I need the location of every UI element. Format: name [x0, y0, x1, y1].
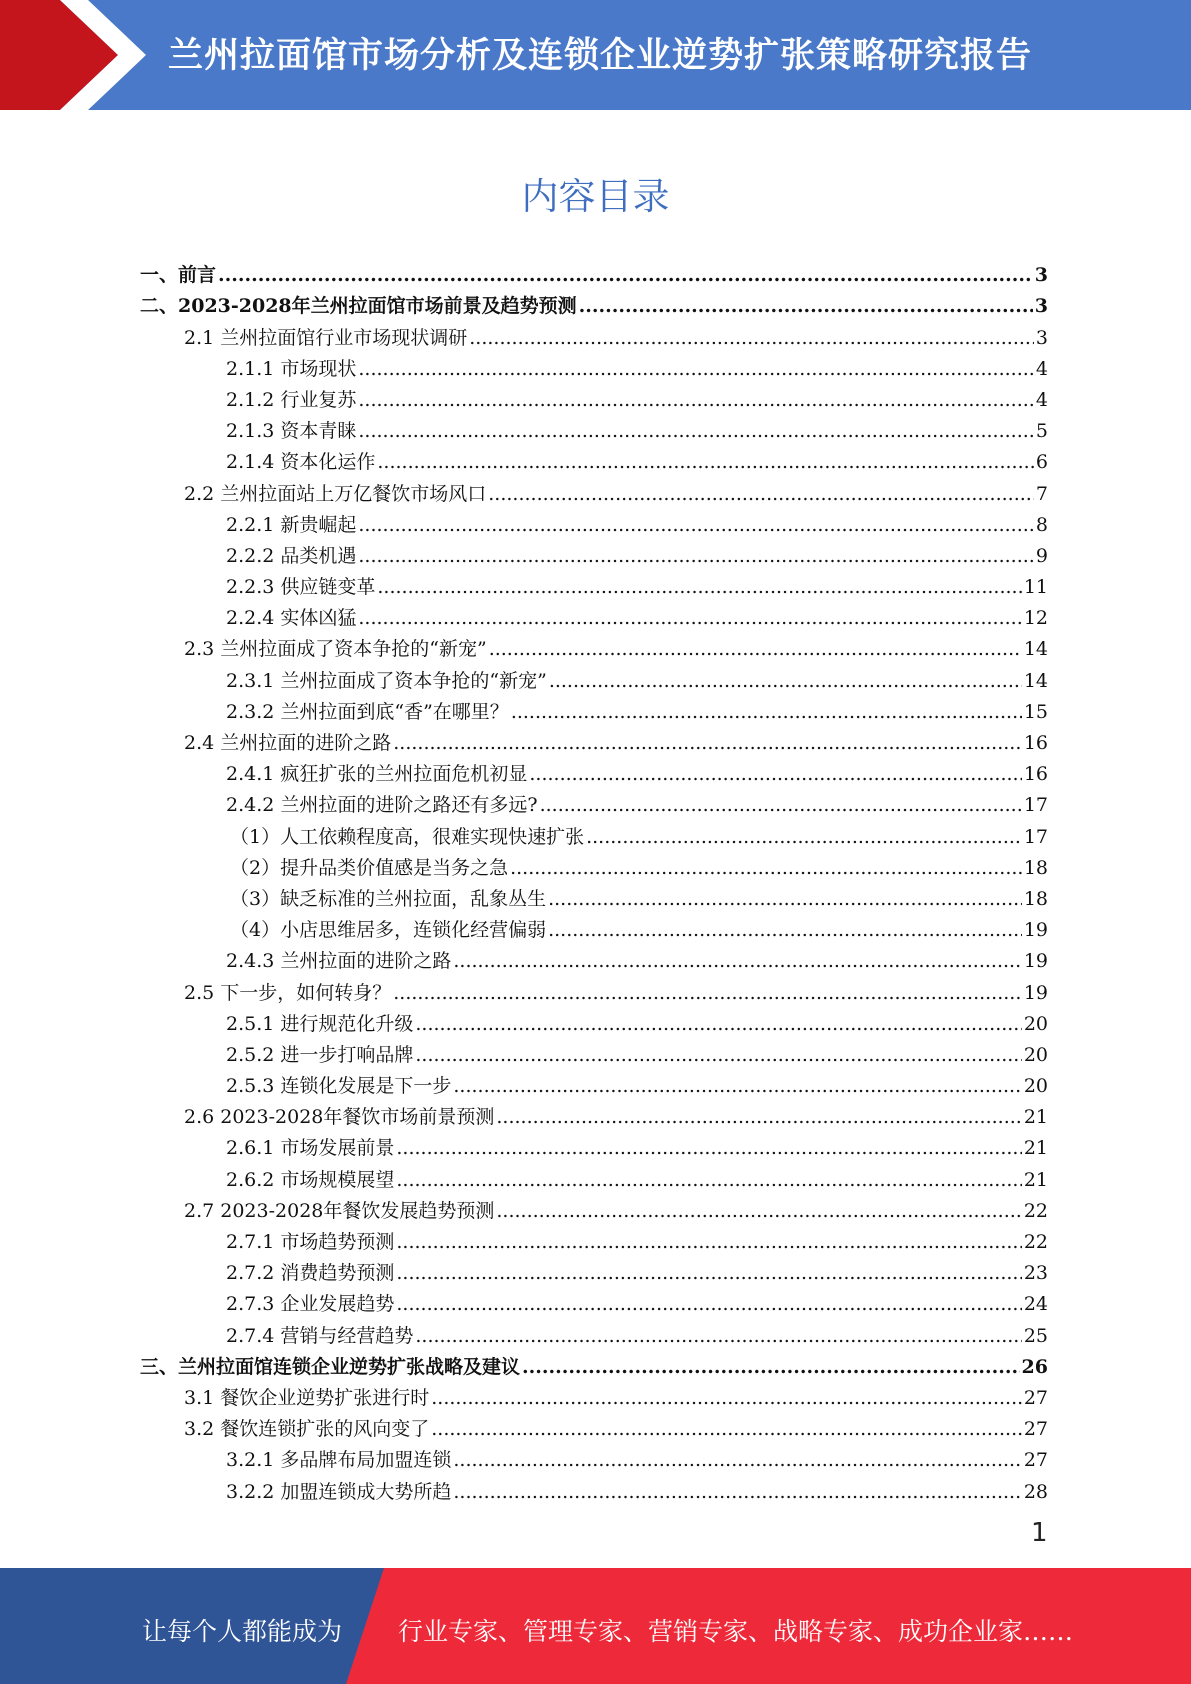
toc-entry[interactable] [140, 848, 1048, 879]
toc-entry[interactable] [140, 1315, 1048, 1346]
toc-entry-page: 26 [1021, 1355, 1048, 1378]
toc-entry-page: 23 [1023, 1262, 1048, 1285]
toc-entry-page: 7 [1035, 482, 1048, 505]
toc-entry[interactable] [140, 910, 1048, 941]
toc-entry[interactable] [140, 598, 1048, 629]
toc-entry-page: 20 [1023, 1075, 1048, 1098]
toc-leader-dots [415, 1044, 1021, 1066]
toc-entry[interactable] [140, 723, 1048, 754]
toc-leader-dots [396, 1169, 1021, 1191]
toc-entry-label: （4）小店思维居多，连锁化经营偏弱 [230, 919, 547, 942]
toc-entry[interactable] [140, 349, 1048, 380]
toc-leader-dots [218, 264, 1033, 286]
toc-entry-page: 19 [1023, 919, 1048, 942]
toc-leader-dots [396, 1137, 1021, 1159]
toc-entry-label: 2.4.2 兰州拉面的进阶之路还有多远? [226, 794, 538, 817]
header-banner [0, 0, 1191, 110]
toc-entry[interactable] [140, 754, 1048, 785]
toc-leader-dots [453, 1449, 1021, 1471]
footer-slogan-right: 行业专家、管理专家、营销专家、战略专家、成功企业家…… [398, 1617, 1074, 1646]
toc-entry-page: 21 [1023, 1137, 1048, 1160]
toc-leader-dots [393, 982, 1022, 1004]
toc-entry-label: （3）缺乏标准的兰州拉面，乱象丛生 [230, 887, 547, 910]
toc-entry[interactable] [140, 536, 1048, 567]
toc-leader-dots [358, 358, 1034, 380]
toc-entry-label: （2）提升品类价值感是当务之急 [230, 856, 509, 879]
toc-leader-dots [377, 451, 1034, 473]
toc-entry-page: 14 [1023, 638, 1048, 661]
toc-entry[interactable] [140, 1253, 1048, 1284]
toc-entry-label: 2.7.2 消费趋势预测 [226, 1262, 395, 1285]
toc-leader-dots [549, 670, 1022, 692]
toc-entry-page: 18 [1023, 887, 1048, 910]
toc-leader-dots [396, 1231, 1021, 1253]
toc-entry-page: 3 [1035, 326, 1048, 349]
toc-entry-label: 2.7.1 市场趋势预测 [226, 1231, 395, 1253]
toc-entry[interactable] [140, 1471, 1048, 1502]
toc-heading: 内容目录 [521, 175, 670, 218]
toc-leader-dots [396, 1262, 1021, 1284]
toc-entry-label: 2.1 兰州拉面馆行业市场现状调研 [184, 326, 468, 349]
toc-entry-label: 2.2.3 供应链变革 [226, 576, 376, 599]
toc-entry-page: 4 [1035, 357, 1048, 380]
toc-entry-label: 2.1.3 资本青睐 [226, 420, 357, 443]
toc-entry-page: 27 [1023, 1418, 1048, 1441]
toc-entry-label: 2.6.2 市场规模展望 [226, 1168, 395, 1191]
toc-entry[interactable] [140, 785, 1048, 816]
toc-entry-label: 2.1.1 市场现状 [226, 357, 357, 380]
toc-entry-label: 3.2.2 加盟连锁成大势所趋 [226, 1480, 452, 1503]
toc-entry-label: 2.7 2023-2028年餐饮发展趋势预测 [184, 1199, 495, 1222]
toc-entry-label: 2.4 兰州拉面的进阶之路 [184, 732, 392, 754]
toc-leader-dots [540, 794, 1022, 816]
toc-entry[interactable] [140, 629, 1048, 660]
toc-entry-label: 2.1.2 行业复苏 [226, 388, 357, 411]
toc-entry-page: 11 [1023, 576, 1048, 599]
toc-entry-label: 2.6 2023-2028年餐饮市场前景预测 [184, 1106, 495, 1129]
toc-entry-page: 15 [1023, 700, 1048, 723]
toc-leader-dots [396, 1293, 1021, 1315]
toc-entry-label: 一、前言 [140, 264, 217, 287]
toc-leader-dots [358, 514, 1034, 536]
toc-entry[interactable] [140, 1222, 1048, 1253]
table-of-contents [140, 255, 1048, 1503]
toc-entry[interactable] [140, 1409, 1048, 1440]
toc-entry-label: 2.2.2 品类机遇 [226, 544, 357, 567]
toc-leader-dots [415, 1013, 1021, 1035]
toc-entry[interactable] [140, 411, 1048, 442]
toc-leader-dots [510, 857, 1022, 879]
toc-entry[interactable] [140, 1347, 1048, 1378]
toc-leader-dots [548, 888, 1022, 910]
footer-slogan-left: 让每个人都能成为 [142, 1617, 343, 1646]
toc-leader-dots [496, 1106, 1021, 1128]
toc-entry[interactable] [140, 567, 1048, 598]
toc-leader-dots [415, 1325, 1021, 1347]
toc-entry-label: 2.2.4 实体凶猛 [226, 607, 357, 630]
toc-entry[interactable] [140, 1097, 1048, 1128]
toc-entry[interactable] [140, 505, 1048, 536]
toc-entry-page: 21 [1023, 1168, 1048, 1191]
toc-entry[interactable] [140, 1440, 1048, 1471]
toc-entry-page: 24 [1023, 1293, 1048, 1316]
toc-entry[interactable] [140, 692, 1048, 723]
toc-entry[interactable] [140, 286, 1048, 317]
toc-entry-label: 2.5.1 进行规范化升级 [226, 1012, 414, 1035]
toc-leader-dots [453, 1481, 1021, 1503]
toc-entry[interactable] [140, 473, 1048, 504]
toc-entry-page: 3 [1034, 264, 1048, 287]
toc-leader-dots [377, 576, 1021, 598]
toc-entry-label: 2.4.3 兰州拉面的进阶之路 [226, 950, 452, 973]
toc-entry-page: 22 [1023, 1199, 1048, 1222]
toc-entry-page: 25 [1023, 1324, 1048, 1347]
toc-entry[interactable] [140, 972, 1048, 1003]
toc-entry[interactable] [140, 1128, 1048, 1159]
toc-entry-label: （1）人工依赖程度高，很难实现快速扩张 [230, 825, 585, 848]
toc-entry-label: 2.3.2 兰州拉面到底“香”在哪里？ [226, 700, 509, 723]
toc-entry-label: 2.5.2 进一步打响品牌 [226, 1043, 414, 1066]
toc-entry-page: 5 [1035, 420, 1048, 443]
toc-entry-page: 22 [1023, 1231, 1048, 1253]
toc-entry-page: 27 [1023, 1449, 1048, 1472]
toc-entry[interactable] [140, 816, 1048, 847]
toc-leader-dots [586, 826, 1022, 848]
toc-entry-page: 6 [1035, 451, 1048, 474]
toc-leader-dots [529, 763, 1021, 785]
toc-entry-page: 19 [1023, 981, 1048, 1004]
toc-entry-label: 2.2 兰州拉面站上万亿餐饮市场风口 [184, 482, 487, 505]
page-number: 1 [1031, 1518, 1048, 1548]
toc-entry[interactable] [140, 317, 1048, 348]
toc-entry-page: 9 [1035, 544, 1048, 567]
toc-entry-page: 28 [1023, 1480, 1048, 1503]
toc-entry-page: 17 [1023, 794, 1048, 817]
toc-entry-label: 2.1.4 资本化运作 [226, 451, 376, 474]
toc-entry[interactable] [140, 1035, 1048, 1066]
toc-entry-page: 4 [1035, 388, 1048, 411]
toc-entry-label: 三、兰州拉面馆连锁企业逆势扩张战略及建议 [140, 1355, 521, 1378]
toc-leader-dots [488, 483, 1034, 505]
toc-leader-dots [358, 389, 1034, 411]
toc-entry[interactable] [140, 1004, 1048, 1035]
toc-entry-page: 19 [1023, 950, 1048, 973]
toc-entry[interactable] [140, 255, 1048, 286]
toc-entry[interactable] [140, 941, 1048, 972]
toc-entry-page: 21 [1023, 1106, 1048, 1129]
toc-leader-dots [431, 1387, 1022, 1409]
toc-entry-page: 17 [1023, 825, 1048, 848]
footer-banner [0, 1568, 1191, 1684]
toc-leader-dots [453, 1075, 1021, 1097]
toc-entry-label: 2.7.4 营销与经营趋势 [226, 1324, 414, 1347]
toc-entry[interactable] [140, 1066, 1048, 1097]
toc-entry-label: 2.2.1 新贵崛起 [226, 513, 357, 536]
toc-leader-dots [358, 545, 1034, 567]
toc-leader-dots [431, 1418, 1022, 1440]
toc-leader-dots [453, 950, 1021, 972]
toc-entry-label: 2.3.1 兰州拉面成了资本争抢的“新宠” [226, 669, 547, 692]
toc-entry-label: 2.5.3 连锁化发展是下一步 [226, 1075, 452, 1098]
toc-entry-page: 18 [1023, 856, 1048, 879]
toc-entry[interactable] [140, 380, 1048, 411]
toc-leader-dots [496, 1200, 1021, 1222]
toc-leader-dots [489, 638, 1022, 660]
toc-entry[interactable] [140, 442, 1048, 473]
toc-entry-page: 20 [1023, 1043, 1048, 1066]
toc-entry-page: 12 [1023, 607, 1048, 630]
toc-leader-dots [358, 420, 1034, 442]
toc-entry-page: 27 [1023, 1386, 1048, 1409]
toc-entry-page: 8 [1035, 513, 1048, 536]
toc-leader-dots [548, 919, 1022, 941]
toc-entry[interactable] [140, 1378, 1048, 1409]
toc-leader-dots [469, 327, 1034, 349]
toc-entry-page: 3 [1034, 295, 1048, 318]
toc-entry-page: 16 [1023, 763, 1048, 786]
toc-leader-dots [522, 1356, 1020, 1378]
toc-entry-label: 2.6.1 市场发展前景 [226, 1137, 395, 1160]
toc-entry[interactable] [140, 879, 1048, 910]
toc-entry-page: 16 [1023, 732, 1048, 754]
toc-leader-dots [579, 295, 1033, 317]
toc-entry-label: 2.4.1 疯狂扩张的兰州拉面危机初显 [226, 763, 528, 786]
toc-entry-label: 3.2 餐饮连锁扩张的风向变了 [184, 1418, 430, 1441]
toc-entry-label: 3.2.1 多品牌布局加盟连锁 [226, 1449, 452, 1472]
toc-leader-dots [358, 607, 1021, 629]
toc-entry-label: 2.5 下一步，如何转身？ [184, 981, 392, 1004]
toc-entry-label: 二、2023-2028年兰州拉面馆市场前景及趋势预测 [140, 295, 577, 318]
toc-entry[interactable] [140, 1191, 1048, 1222]
toc-entry-label: 2.7.3 企业发展趋势 [226, 1293, 395, 1316]
toc-entry[interactable] [140, 1159, 1048, 1190]
toc-entry-page: 20 [1023, 1012, 1048, 1035]
report-title: 兰州拉面馆市场分析及连锁企业逆势扩张策略研究报告 [168, 36, 1033, 76]
toc-entry[interactable] [140, 660, 1048, 691]
toc-entry-label: 3.1 餐饮企业逆势扩张进行时 [184, 1386, 430, 1409]
toc-entry-label: 2.3 兰州拉面成了资本争抢的“新宠” [184, 638, 487, 661]
toc-leader-dots [511, 701, 1022, 723]
toc-entry[interactable] [140, 1284, 1048, 1315]
toc-leader-dots [393, 732, 1022, 754]
toc-entry-page: 14 [1023, 669, 1048, 692]
